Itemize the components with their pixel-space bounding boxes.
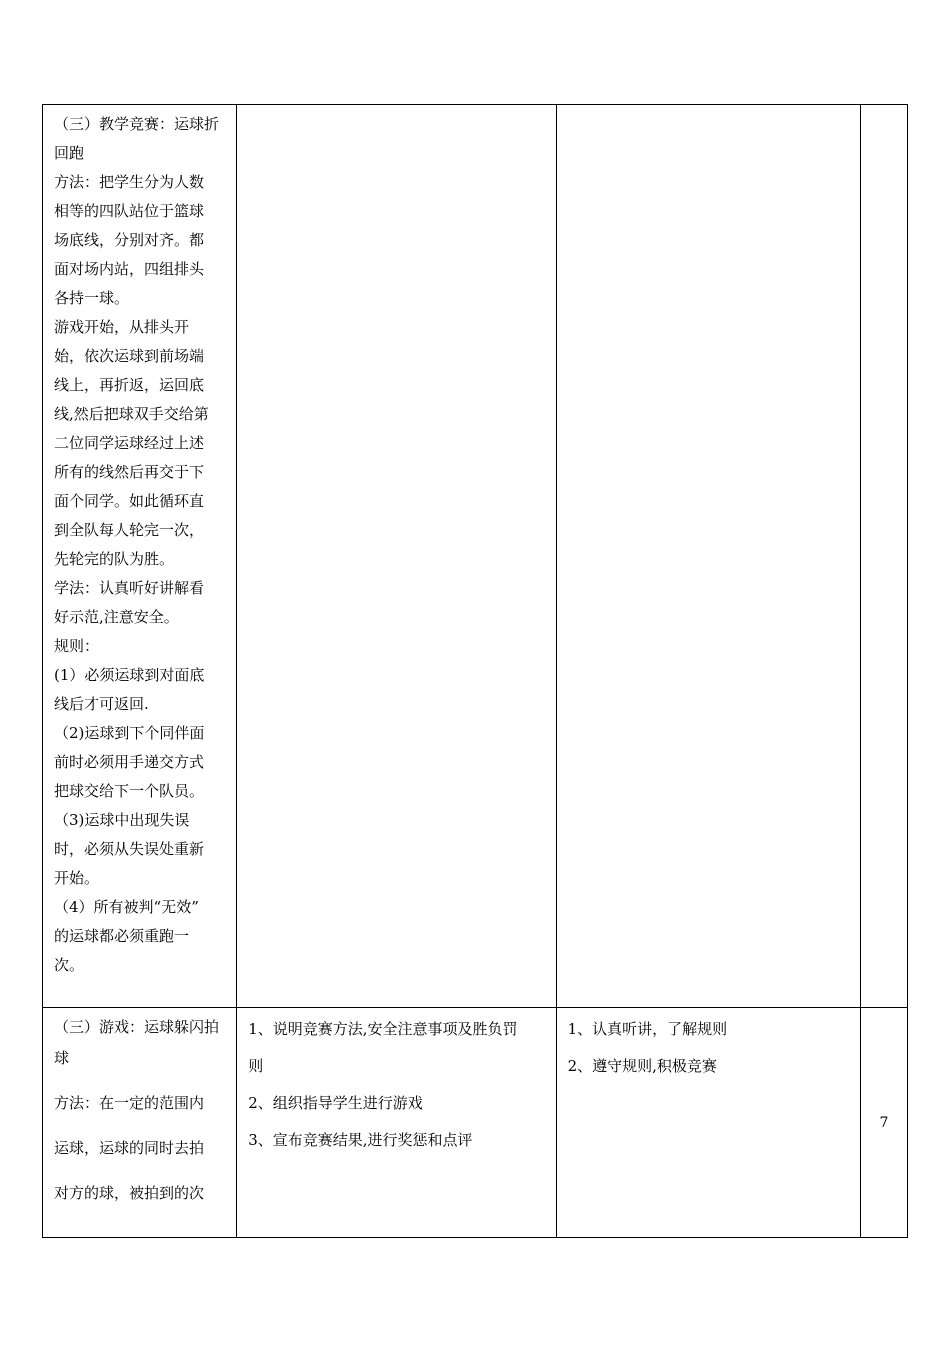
text-line: （三）游戏：运球躲闪拍 [54, 1018, 220, 1036]
text-line: 到全队每人轮完一次， [54, 521, 205, 539]
text-line: 先轮完的队为胜。 [54, 550, 175, 568]
text-line: 回跑 [54, 144, 85, 162]
text-line: 则 [248, 1057, 264, 1075]
teaching-content-text [43, 1008, 236, 1209]
text-line: 学法：认真听好讲解看 [54, 579, 205, 597]
text-line: 场底线，分别对齐。都 [54, 231, 205, 249]
text-line: 3、宣布竞赛结果,进行奖惩和点评 [248, 1131, 473, 1149]
lesson-plan-table [42, 104, 908, 1238]
text-line: （2)运球到下个同伴面 [54, 724, 205, 742]
teaching-content-cell [43, 105, 237, 1008]
text-line: （3)运球中出现失误 [54, 811, 190, 829]
text-line: 面个同学。如此循环直 [54, 492, 205, 510]
text-line: 2、组织指导学生进行游戏 [248, 1094, 423, 1112]
time-cell [860, 105, 907, 1008]
text-line: 相等的四队站位于篮球 [54, 202, 205, 220]
text-line: 把球交给下一个队员。 [54, 782, 205, 800]
text-line: (1）必须运球到对面底 [54, 666, 205, 684]
text-line: （三）教学竞赛：运球折 [54, 115, 220, 133]
text-line: 好示范,注意安全。 [54, 608, 179, 626]
text-line: 1、认真听讲，了解规则 [567, 1020, 728, 1038]
teaching-content-cell [43, 1008, 237, 1238]
text-line: 游戏开始，从排头开 [54, 318, 190, 336]
text-line: （4）所有被判“无效” [54, 898, 199, 916]
text-line: 线上，再折返，运回底 [54, 376, 205, 394]
text-line: 方法：在一定的范围内 [54, 1094, 205, 1112]
time-cell: 7 [860, 1008, 907, 1238]
text-line: 所有的线然后再交于下 [54, 463, 205, 481]
text-line: 二位同学运球经过上述 [54, 434, 205, 452]
text-line: 面对场内站，四组排头 [54, 260, 205, 278]
text-line: 线,然后把球双手交给第 [54, 405, 209, 423]
teaching-content-text [43, 105, 236, 980]
text-line: 运球，运球的同时去拍 [54, 1139, 205, 1157]
text-line: 各持一球。 [54, 289, 130, 307]
text-line: 1、说明竞赛方法,安全注意事项及胜负罚 [248, 1020, 518, 1038]
table-row [43, 105, 908, 1008]
student-activity-cell [556, 1008, 860, 1238]
student-activity-cell [556, 105, 860, 1008]
text-line: 的运球都必须重跑一 [54, 927, 190, 945]
text-line: 2、遵守规则,积极竞赛 [567, 1057, 717, 1075]
text-line: 线后才可返回. [54, 695, 149, 713]
text-line: 方法：把学生分为人数 [54, 173, 205, 191]
text-line: 始，依次运球到前场端 [54, 347, 205, 365]
text-line: 前时必须用手递交方式 [54, 753, 205, 771]
text-line: 对方的球，被拍到的次 [54, 1184, 205, 1202]
text-line: 时，必须从失误处重新 [54, 840, 205, 858]
text-line: 规则： [54, 637, 100, 655]
teacher-activity-text [237, 1008, 555, 1159]
teacher-activity-cell [237, 105, 556, 1008]
student-activity-text [557, 1008, 860, 1085]
table-row [43, 1008, 908, 1238]
text-line: 开始。 [54, 869, 100, 887]
teacher-activity-cell [237, 1008, 556, 1238]
text-line: 球 [54, 1049, 70, 1067]
text-line: 次。 [54, 956, 85, 974]
